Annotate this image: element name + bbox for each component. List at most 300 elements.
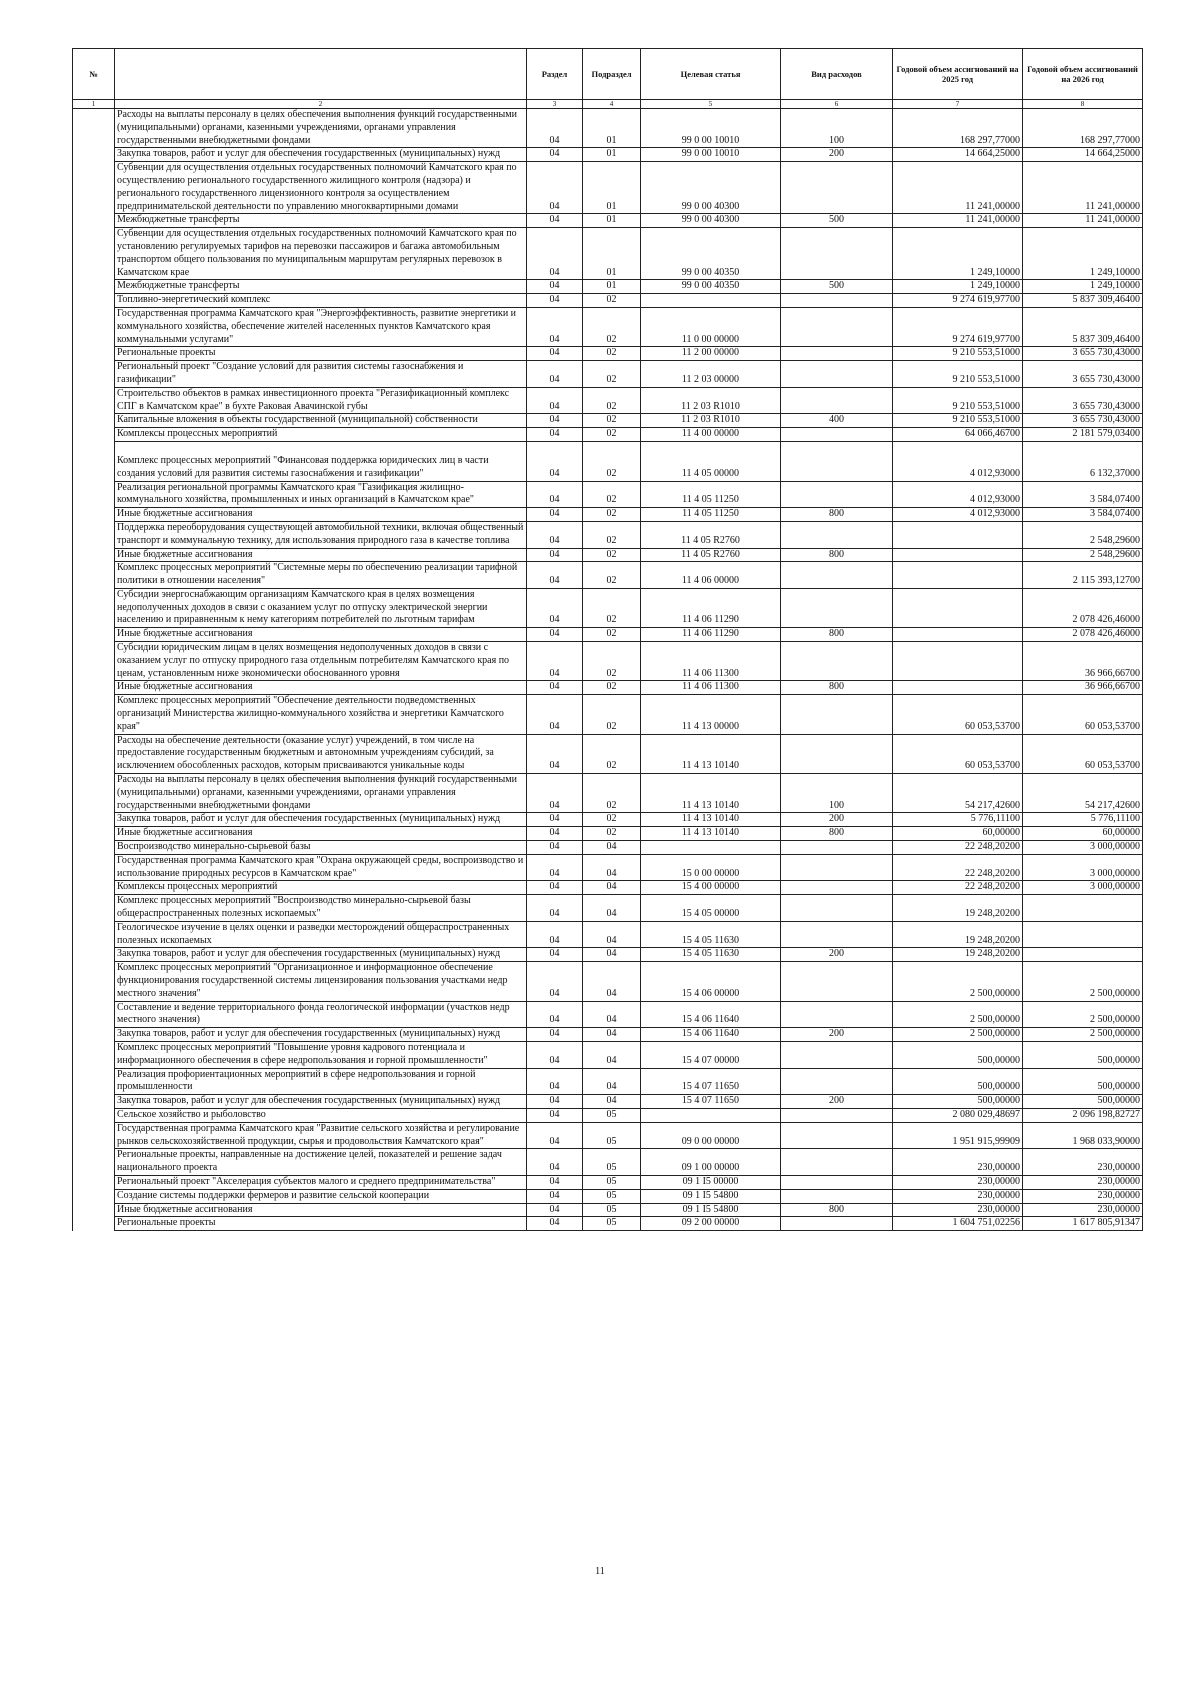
row-amount-2025: 9 274 619,97700 — [893, 307, 1023, 346]
row-name: Межбюджетные трансферты — [115, 280, 527, 294]
row-amount-2026: 230,00000 — [1023, 1189, 1143, 1203]
row-target-code: 11 4 05 R2760 — [641, 521, 781, 548]
row-name: Комплексы процессных мероприятий — [115, 428, 527, 442]
row-name: Комплексы процессных мероприятий — [115, 881, 527, 895]
row-vid-code — [781, 1108, 893, 1122]
row-amount-2025: 64 066,46700 — [893, 428, 1023, 442]
row-name: Закупка товаров, работ и услуг для обеспечения государственных (муниципальных) нужд — [115, 813, 527, 827]
row-target-code: 15 4 06 11640 — [641, 1001, 781, 1028]
row-number-cell — [73, 895, 115, 922]
row-number-cell — [73, 921, 115, 948]
table-row — [73, 1203, 1143, 1217]
table-row — [73, 428, 1143, 442]
row-vid-code — [781, 307, 893, 346]
row-razdel: 04 — [527, 1068, 583, 1095]
table-row — [73, 1149, 1143, 1176]
row-razdel: 04 — [527, 628, 583, 642]
row-amount-2025: 9 210 553,51000 — [893, 387, 1023, 414]
row-amount-2025: 1 249,10000 — [893, 280, 1023, 294]
row-amount-2025: 500,00000 — [893, 1041, 1023, 1068]
row-razdel: 04 — [527, 841, 583, 855]
row-razdel: 04 — [527, 681, 583, 695]
row-razdel: 04 — [527, 508, 583, 522]
row-amount-2026: 2 115 393,12700 — [1023, 562, 1143, 589]
column-number: 6 — [781, 100, 893, 109]
table-row — [73, 1028, 1143, 1042]
column-number: 7 — [893, 100, 1023, 109]
table-row — [73, 841, 1143, 855]
table-row — [73, 1217, 1143, 1231]
row-amount-2025: 22 248,20200 — [893, 841, 1023, 855]
row-vid-code: 200 — [781, 948, 893, 962]
table-row — [73, 813, 1143, 827]
row-podrazdel: 02 — [583, 628, 641, 642]
row-podrazdel: 04 — [583, 1095, 641, 1109]
budget-table — [72, 48, 1143, 1231]
row-razdel: 04 — [527, 294, 583, 308]
row-target-code: 09 1 I5 54800 — [641, 1203, 781, 1217]
row-amount-2026: 3 655 730,43000 — [1023, 361, 1143, 388]
row-amount-2025: 500,00000 — [893, 1095, 1023, 1109]
row-name: Комплекс процессных мероприятий "Воспроизводство минерально-сырьевой базы общераспространенных полезных ископаемых" — [115, 895, 527, 922]
row-number-cell — [73, 441, 115, 481]
row-number-cell — [73, 228, 115, 280]
row-vid-code — [781, 841, 893, 855]
row-target-code: 11 4 05 11250 — [641, 481, 781, 508]
row-vid-code — [781, 361, 893, 388]
row-amount-2025: 11 241,00000 — [893, 162, 1023, 214]
row-vid-code — [781, 695, 893, 734]
row-target-code: 11 4 05 R2760 — [641, 548, 781, 562]
row-amount-2025: 1 604 751,02256 — [893, 1217, 1023, 1231]
row-amount-2025: 500,00000 — [893, 1068, 1023, 1095]
row-name: Комплекс процессных мероприятий "Повышение уровня кадрового потенциала и информационного обеспечения в сфере недропользования и горной промышленности" — [115, 1041, 527, 1068]
row-vid-code — [781, 1068, 893, 1095]
row-target-code: 99 0 00 40350 — [641, 280, 781, 294]
row-vid-code — [781, 1217, 893, 1231]
row-amount-2025: 9 274 619,97700 — [893, 294, 1023, 308]
row-vid-code: 100 — [781, 109, 893, 148]
row-amount-2026: 1 249,10000 — [1023, 228, 1143, 280]
row-number-cell — [73, 214, 115, 228]
row-razdel: 04 — [527, 588, 583, 627]
table-row — [73, 1068, 1143, 1095]
row-vid-code: 100 — [781, 774, 893, 813]
row-podrazdel: 04 — [583, 895, 641, 922]
row-podrazdel: 04 — [583, 854, 641, 881]
table-row — [73, 162, 1143, 214]
row-razdel: 04 — [527, 414, 583, 428]
row-name: Закупка товаров, работ и услуг для обеспечения государственных (муниципальных) нужд — [115, 948, 527, 962]
row-razdel: 04 — [527, 881, 583, 895]
row-target-code: 11 4 06 11300 — [641, 642, 781, 681]
row-number-cell — [73, 1041, 115, 1068]
row-vid-code: 500 — [781, 280, 893, 294]
row-amount-2026: 60 053,53700 — [1023, 734, 1143, 773]
row-vid-code — [781, 895, 893, 922]
column-number: 4 — [583, 100, 641, 109]
row-podrazdel: 02 — [583, 508, 641, 522]
row-podrazdel: 04 — [583, 1001, 641, 1028]
row-podrazdel: 02 — [583, 428, 641, 442]
row-name: Геологическое изучение в целях оценки и разведки месторождений общераспространенных полезных ископаемых — [115, 921, 527, 948]
page-number: 11 — [595, 1566, 605, 1577]
row-vid-code — [781, 1001, 893, 1028]
row-number-cell — [73, 387, 115, 414]
row-amount-2026: 2 078 426,46000 — [1023, 628, 1143, 642]
row-vid-code — [781, 387, 893, 414]
row-target-code: 09 1 00 00000 — [641, 1149, 781, 1176]
row-amount-2026: 3 655 730,43000 — [1023, 347, 1143, 361]
row-vid-code: 800 — [781, 628, 893, 642]
row-podrazdel: 02 — [583, 294, 641, 308]
row-vid-code — [781, 228, 893, 280]
row-amount-2026: 5 776,11100 — [1023, 813, 1143, 827]
row-name: Составление и ведение территориального фонда геологической информации (участков недр местного значения) — [115, 1001, 527, 1028]
row-vid-code — [781, 962, 893, 1001]
row-razdel: 04 — [527, 921, 583, 948]
row-amount-2026: 36 966,66700 — [1023, 642, 1143, 681]
row-number-cell — [73, 562, 115, 589]
row-amount-2026: 230,00000 — [1023, 1175, 1143, 1189]
row-name: Закупка товаров, работ и услуг для обеспечения государственных (муниципальных) нужд — [115, 1095, 527, 1109]
row-amount-2026: 5 837 309,46400 — [1023, 294, 1143, 308]
row-amount-2026: 2 500,00000 — [1023, 1028, 1143, 1042]
row-number-cell — [73, 1189, 115, 1203]
row-name: Межбюджетные трансферты — [115, 214, 527, 228]
table-row — [73, 827, 1143, 841]
row-number-cell — [73, 681, 115, 695]
row-vid-code: 800 — [781, 508, 893, 522]
row-number-cell — [73, 508, 115, 522]
row-amount-2026: 1 617 805,91347 — [1023, 1217, 1143, 1231]
table-row — [73, 1095, 1143, 1109]
row-razdel: 04 — [527, 1149, 583, 1176]
header-row — [73, 49, 1143, 100]
row-target-code: 15 4 00 00000 — [641, 881, 781, 895]
row-target-code — [641, 841, 781, 855]
row-amount-2026: 3 000,00000 — [1023, 881, 1143, 895]
row-podrazdel: 02 — [583, 414, 641, 428]
row-target-code: 15 4 05 00000 — [641, 895, 781, 922]
row-podrazdel: 05 — [583, 1175, 641, 1189]
row-vid-code — [781, 642, 893, 681]
row-amount-2025: 2 500,00000 — [893, 1001, 1023, 1028]
row-razdel: 04 — [527, 148, 583, 162]
row-name: Субсидии энергоснабжающим организациям Камчатского края в целях возмещения недополученных доходов в связи с оказанием услуг по отпуску электрической энергии населению и приравненным к нему категориям потребителей по льготным тарифам — [115, 588, 527, 627]
table-row — [73, 921, 1143, 948]
row-number-cell — [73, 813, 115, 827]
row-vid-code — [781, 881, 893, 895]
row-number-cell — [73, 962, 115, 1001]
row-target-code: 11 4 06 11300 — [641, 681, 781, 695]
row-razdel: 04 — [527, 774, 583, 813]
row-name: Иные бюджетные ассигнования — [115, 1203, 527, 1217]
row-razdel: 04 — [527, 361, 583, 388]
row-amount-2025: 4 012,93000 — [893, 481, 1023, 508]
row-amount-2025: 19 248,20200 — [893, 948, 1023, 962]
row-podrazdel: 04 — [583, 921, 641, 948]
row-amount-2025: 22 248,20200 — [893, 854, 1023, 881]
row-razdel: 04 — [527, 562, 583, 589]
row-podrazdel: 02 — [583, 562, 641, 589]
row-amount-2025 — [893, 562, 1023, 589]
row-vid-code — [781, 1189, 893, 1203]
row-razdel: 04 — [527, 280, 583, 294]
row-amount-2026: 3 584,07400 — [1023, 481, 1143, 508]
row-vid-code — [781, 162, 893, 214]
row-amount-2025: 9 210 553,51000 — [893, 347, 1023, 361]
row-razdel: 04 — [527, 228, 583, 280]
table-row — [73, 948, 1143, 962]
row-number-cell — [73, 948, 115, 962]
row-podrazdel: 02 — [583, 521, 641, 548]
row-number-cell — [73, 1149, 115, 1176]
row-target-code: 11 4 13 10140 — [641, 774, 781, 813]
row-podrazdel: 01 — [583, 214, 641, 228]
table-row — [73, 774, 1143, 813]
column-number: 2 — [115, 100, 527, 109]
row-target-code: 11 2 03 00000 — [641, 361, 781, 388]
row-vid-code — [781, 1149, 893, 1176]
row-amount-2025 — [893, 521, 1023, 548]
row-amount-2026: 36 966,66700 — [1023, 681, 1143, 695]
row-vid-code: 800 — [781, 1203, 893, 1217]
row-name: Субсидии юридическим лицам в целях возмещения недополученных доходов в связи с оказанием услуг по отпуску природного газа отдельным потребителям Камчатского края по ценам, установленным ниже экономически обоснованного уровня — [115, 642, 527, 681]
row-vid-code — [781, 734, 893, 773]
table-row — [73, 481, 1143, 508]
table-row — [73, 307, 1143, 346]
row-target-code: 15 4 07 11650 — [641, 1095, 781, 1109]
row-number-cell — [73, 642, 115, 681]
row-amount-2025: 2 080 029,48697 — [893, 1108, 1023, 1122]
row-razdel: 04 — [527, 548, 583, 562]
row-amount-2026: 2 181 579,03400 — [1023, 428, 1143, 442]
column-number: 3 — [527, 100, 583, 109]
row-podrazdel: 02 — [583, 681, 641, 695]
row-number-cell — [73, 361, 115, 388]
row-name: Субвенции для осуществления отдельных государственных полномочий Камчатского края по установлению регулируемых тарифов на перевозки пассажиров и багажа автомобильным транспортом общего пользования по муниципальным маршрутам регулярных перевозок в Камчатском крае — [115, 228, 527, 280]
row-amount-2025: 1 951 915,99909 — [893, 1122, 1023, 1149]
row-target-code: 09 2 00 00000 — [641, 1217, 781, 1231]
row-amount-2026: 3 584,07400 — [1023, 508, 1143, 522]
row-razdel: 04 — [527, 1095, 583, 1109]
table-row — [73, 962, 1143, 1001]
row-podrazdel: 04 — [583, 841, 641, 855]
table-row — [73, 214, 1143, 228]
table-row — [73, 642, 1143, 681]
row-podrazdel: 01 — [583, 228, 641, 280]
row-amount-2026: 3 000,00000 — [1023, 841, 1143, 855]
table-body — [73, 109, 1143, 1231]
row-amount-2025: 168 297,77000 — [893, 109, 1023, 148]
row-target-code: 99 0 00 40300 — [641, 214, 781, 228]
row-podrazdel: 04 — [583, 1068, 641, 1095]
row-podrazdel: 05 — [583, 1189, 641, 1203]
row-podrazdel: 02 — [583, 734, 641, 773]
row-number-cell — [73, 734, 115, 773]
row-amount-2025: 2 500,00000 — [893, 962, 1023, 1001]
row-amount-2026: 3 655 730,43000 — [1023, 414, 1143, 428]
table-row — [73, 521, 1143, 548]
row-razdel: 04 — [527, 521, 583, 548]
row-amount-2025: 2 500,00000 — [893, 1028, 1023, 1042]
row-amount-2026: 3 000,00000 — [1023, 854, 1143, 881]
row-name: Субвенции для осуществления отдельных государственных полномочий Камчатского края по осуществлению регионального государственного жилищного контроля (надзора) и регионального государственного лицензионного контроля за осуществлением предпринимательской деятельности по управлению многоквартирными домами — [115, 162, 527, 214]
row-razdel: 04 — [527, 214, 583, 228]
row-amount-2025: 1 249,10000 — [893, 228, 1023, 280]
row-podrazdel: 04 — [583, 881, 641, 895]
row-target-code: 15 4 05 11630 — [641, 921, 781, 948]
row-razdel: 04 — [527, 109, 583, 148]
row-target-code — [641, 1108, 781, 1122]
row-name: Иные бюджетные ассигнования — [115, 681, 527, 695]
row-number-cell — [73, 1217, 115, 1231]
table-row — [73, 1108, 1143, 1122]
row-vid-code — [781, 428, 893, 442]
row-number-cell — [73, 854, 115, 881]
row-amount-2025: 4 012,93000 — [893, 508, 1023, 522]
row-name: Комплекс процессных мероприятий "Обеспечение деятельности подведомственных организаций Министерства жилищно-коммунального хозяйства и энергетики Камчатского края" — [115, 695, 527, 734]
row-amount-2026: 2 078 426,46000 — [1023, 588, 1143, 627]
row-number-cell — [73, 1001, 115, 1028]
row-razdel: 04 — [527, 1217, 583, 1231]
row-amount-2025 — [893, 628, 1023, 642]
table-row — [73, 734, 1143, 773]
row-name: Поддержка переоборудования существующей автомобильной техники, включая общественный транспорт и коммунальную технику, для использования природного газа в качестве топлива — [115, 521, 527, 548]
row-name: Комплекс процессных мероприятий "Финансовая поддержка юридических лиц в части создания условий для развития системы газоснабжения и газификации" — [115, 441, 527, 481]
table-row — [73, 895, 1143, 922]
row-target-code: 11 4 13 10140 — [641, 813, 781, 827]
row-name: Расходы на обеспечение деятельности (оказание услуг) учреждений, в том числе на предоставление государственным бюджетным и автономным учреждениям субсидий, за исключением обособленных расходов, которым присваиваются уникальные коды — [115, 734, 527, 773]
row-podrazdel: 05 — [583, 1108, 641, 1122]
row-name: Расходы на выплаты персоналу в целях обеспечения выполнения функций государственными (муниципальными) органами, казенными учреждениями, органами управления государственными внебюджетными фондами — [115, 774, 527, 813]
row-amount-2026: 230,00000 — [1023, 1149, 1143, 1176]
row-vid-code: 200 — [781, 1095, 893, 1109]
row-amount-2026: 60 053,53700 — [1023, 695, 1143, 734]
table-row — [73, 228, 1143, 280]
row-podrazdel: 04 — [583, 962, 641, 1001]
row-amount-2026: 6 132,37000 — [1023, 441, 1143, 481]
row-number-cell — [73, 695, 115, 734]
table-row — [73, 681, 1143, 695]
row-target-code: 11 4 13 10140 — [641, 734, 781, 773]
row-number-cell — [73, 1175, 115, 1189]
row-target-code: 99 0 00 40300 — [641, 162, 781, 214]
row-razdel: 04 — [527, 1041, 583, 1068]
row-podrazdel: 02 — [583, 548, 641, 562]
row-razdel: 04 — [527, 948, 583, 962]
row-target-code: 11 4 05 00000 — [641, 441, 781, 481]
row-name: Закупка товаров, работ и услуг для обеспечения государственных (муниципальных) нужд — [115, 1028, 527, 1042]
row-name: Государственная программа Камчатского края "Энергоэффективность, развитие энергетики и коммунального хозяйства, обеспечение жителей населенных пунктов Камчатского края коммунальными услугами" — [115, 307, 527, 346]
row-number-cell — [73, 148, 115, 162]
row-name: Создание системы поддержки фермеров и развитие сельской кооперации — [115, 1189, 527, 1203]
row-number-cell — [73, 428, 115, 442]
row-target-code: 99 0 00 10010 — [641, 109, 781, 148]
row-amount-2026 — [1023, 921, 1143, 948]
table-row — [73, 854, 1143, 881]
row-amount-2025: 9 210 553,51000 — [893, 414, 1023, 428]
row-target-code: 09 1 I5 00000 — [641, 1175, 781, 1189]
row-razdel: 04 — [527, 962, 583, 1001]
row-name: Сельское хозяйство и рыболовство — [115, 1108, 527, 1122]
row-number-cell — [73, 1068, 115, 1095]
row-number-cell — [73, 347, 115, 361]
row-vid-code — [781, 521, 893, 548]
row-target-code: 11 4 13 10140 — [641, 827, 781, 841]
row-razdel: 04 — [527, 695, 583, 734]
table-row — [73, 347, 1143, 361]
row-target-code: 15 4 06 00000 — [641, 962, 781, 1001]
row-amount-2026: 1 968 033,90000 — [1023, 1122, 1143, 1149]
row-name: Комплекс процессных мероприятий "Системные меры по обеспечению реализации тарифной политики в отношении населения" — [115, 562, 527, 589]
row-name: Реализация профориентационных мероприятий в сфере недропользования и горной промышленности — [115, 1068, 527, 1095]
row-name: Иные бюджетные ассигнования — [115, 548, 527, 562]
table-row — [73, 628, 1143, 642]
row-podrazdel: 02 — [583, 307, 641, 346]
row-target-code: 11 2 03 R1010 — [641, 387, 781, 414]
row-vid-code: 200 — [781, 148, 893, 162]
row-target-code: 11 4 06 11290 — [641, 628, 781, 642]
row-vid-code — [781, 562, 893, 589]
row-podrazdel: 01 — [583, 109, 641, 148]
row-number-cell — [73, 162, 115, 214]
row-amount-2025 — [893, 588, 1023, 627]
row-amount-2026: 1 249,10000 — [1023, 280, 1143, 294]
column-number: 8 — [1023, 100, 1143, 109]
column-number-row — [73, 100, 1143, 109]
row-amount-2025: 230,00000 — [893, 1149, 1023, 1176]
row-amount-2025: 19 248,20200 — [893, 921, 1023, 948]
row-target-code: 15 4 06 11640 — [641, 1028, 781, 1042]
row-razdel: 04 — [527, 441, 583, 481]
row-amount-2026: 2 500,00000 — [1023, 962, 1143, 1001]
col-number-header: № — [73, 49, 115, 100]
table-row — [73, 588, 1143, 627]
row-target-code: 09 0 00 00000 — [641, 1122, 781, 1149]
row-vid-code — [781, 347, 893, 361]
row-podrazdel: 05 — [583, 1149, 641, 1176]
row-name: Закупка товаров, работ и услуг для обеспечения государственных (муниципальных) нужд — [115, 148, 527, 162]
row-amount-2026: 11 241,00000 — [1023, 214, 1143, 228]
row-vid-code — [781, 588, 893, 627]
row-target-code: 99 0 00 10010 — [641, 148, 781, 162]
table-row — [73, 361, 1143, 388]
row-vid-code: 200 — [781, 1028, 893, 1042]
row-number-cell — [73, 841, 115, 855]
row-amount-2026: 230,00000 — [1023, 1203, 1143, 1217]
row-target-code: 11 4 13 00000 — [641, 695, 781, 734]
budget-document — [72, 48, 1142, 1231]
row-razdel: 04 — [527, 1122, 583, 1149]
row-razdel: 04 — [527, 1001, 583, 1028]
row-amount-2026: 168 297,77000 — [1023, 109, 1143, 148]
row-amount-2025: 11 241,00000 — [893, 214, 1023, 228]
row-razdel: 04 — [527, 347, 583, 361]
table-row — [73, 109, 1143, 148]
row-number-cell — [73, 1203, 115, 1217]
row-target-code: 11 4 06 00000 — [641, 562, 781, 589]
row-target-code: 11 2 03 R1010 — [641, 414, 781, 428]
row-target-code: 09 1 I5 54800 — [641, 1189, 781, 1203]
row-podrazdel: 02 — [583, 387, 641, 414]
row-razdel: 04 — [527, 428, 583, 442]
row-name: Расходы на выплаты персоналу в целях обеспечения выполнения функций государственными (муниципальными) органами, казенными учреждениями, органами управления государственными внебюджетными фондами — [115, 109, 527, 148]
row-number-cell — [73, 1028, 115, 1042]
row-amount-2025: 60,00000 — [893, 827, 1023, 841]
table-row — [73, 280, 1143, 294]
